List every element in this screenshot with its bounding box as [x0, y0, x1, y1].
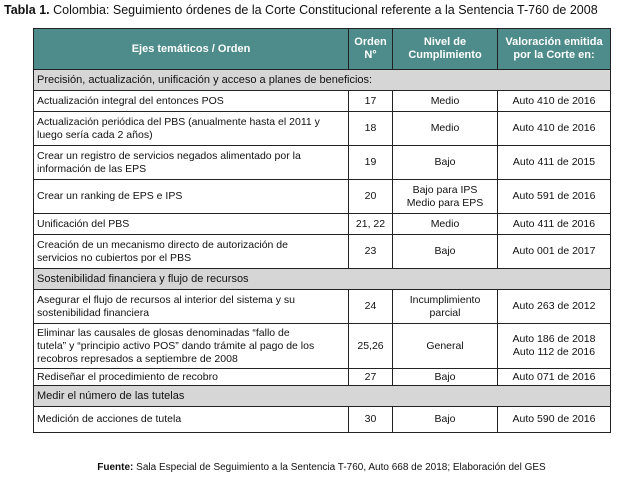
cell-valoracion: Auto 590 de 2016	[498, 407, 611, 433]
cell-nivel: Bajo para IPS Medio para EPS	[393, 180, 498, 214]
cell-nivel: Bajo	[393, 235, 498, 269]
cell-valoracion: Auto 410 de 2016	[498, 91, 611, 112]
table-header-row	[34, 29, 611, 70]
footer-text: Sala Especial de Seguimiento a la Sentencia T-760, Auto 668 de 2018; Elaboración del GES	[136, 462, 546, 473]
cell-orden: 17	[349, 91, 393, 112]
cell-orden: 25,26	[349, 324, 393, 369]
cell-orden: 20	[349, 180, 393, 214]
header-valoracion: Valoración emitida por la Corte en:	[498, 29, 611, 70]
cell-orden: 30	[349, 407, 393, 433]
section-row	[34, 70, 611, 91]
cell-valoracion: Auto 071 de 2016	[498, 369, 611, 386]
cell-eje: Unificación del PBS	[34, 214, 349, 235]
table-row	[34, 146, 611, 180]
cell-eje: Creación de un mecanismo directo de autorización de servicios no cubiertos por el PBS	[34, 235, 349, 269]
table-row	[34, 180, 611, 214]
header-ejes: Ejes temáticos / Orden	[34, 29, 349, 70]
cell-nivel: Medio	[393, 112, 498, 146]
cell-eje: Asegurar el flujo de recursos al interior del sistema y su sostenibilidad financiera	[34, 290, 349, 324]
cell-orden: 24	[349, 290, 393, 324]
cell-orden: 18	[349, 112, 393, 146]
table-row	[34, 235, 611, 269]
cell-orden: 23	[349, 235, 393, 269]
cell-orden: 27	[349, 369, 393, 386]
cell-valoracion: Auto 263 de 2012	[498, 290, 611, 324]
table-row	[34, 290, 611, 324]
cell-nivel: Medio	[393, 214, 498, 235]
table-row	[34, 369, 611, 386]
cell-nivel: Medio	[393, 91, 498, 112]
section-title: Sostenibilidad financiera y flujo de recursos	[34, 269, 611, 290]
cell-nivel: Bajo	[393, 369, 498, 386]
cell-valoracion: Auto 411 de 2016	[498, 214, 611, 235]
cell-nivel: Bajo	[393, 407, 498, 433]
cell-eje: Rediseñar el procedimiento de recobro	[34, 369, 349, 386]
table-row	[34, 214, 611, 235]
cell-eje: Actualización periódica del PBS (anualmente hasta el 2011 y luego sería cada 2 años)	[34, 112, 349, 146]
footer-label: Fuente:	[97, 462, 134, 473]
cell-eje: Crear un ranking de EPS e IPS	[34, 180, 349, 214]
cell-valoracion: Auto 410 de 2016	[498, 112, 611, 146]
caption-text: Colombia: Seguimiento órdenes de la Corte Constitucional referente a la Sentencia T-760 de 2008	[53, 3, 598, 17]
cell-nivel: Bajo	[393, 146, 498, 180]
cell-orden: 21, 22	[349, 214, 393, 235]
cell-eje: Eliminar las causales de glosas denominadas “fallo de tutela” y “principio activo POS” dando trámite al pago de los recobros represados a septiembre de 2008	[34, 324, 349, 369]
cell-nivel: Incumplimiento parcial	[393, 290, 498, 324]
table-footer	[0, 462, 643, 473]
cell-eje: Actualización integral del entonces POS	[34, 91, 349, 112]
table-row	[34, 324, 611, 369]
cell-valoracion: Auto 186 de 2018 Auto 112 de 2016	[498, 324, 611, 369]
table-row	[34, 91, 611, 112]
section-row	[34, 386, 611, 407]
cell-nivel: General	[393, 324, 498, 369]
caption-label: Tabla 1.	[4, 3, 50, 17]
table-caption	[4, 3, 598, 17]
section-title: Precisión, actualización, unificación y acceso a planes de beneficios:	[34, 70, 611, 91]
header-orden: Orden N°	[349, 29, 393, 70]
section-title: Medir el número de las tutelas	[34, 386, 611, 407]
cell-eje: Crear un registro de servicios negados alimentado por la información de las EPS	[34, 146, 349, 180]
cell-eje: Medición de acciones de tutela	[34, 407, 349, 433]
table-row	[34, 407, 611, 433]
cell-valoracion: Auto 001 de 2017	[498, 235, 611, 269]
cell-valoracion: Auto 411 de 2015	[498, 146, 611, 180]
header-nivel: Nivel de Cumplimiento	[393, 29, 498, 70]
table-row	[34, 112, 611, 146]
section-row	[34, 269, 611, 290]
cell-orden: 19	[349, 146, 393, 180]
orders-table	[33, 28, 611, 433]
cell-valoracion: Auto 591 de 2016	[498, 180, 611, 214]
